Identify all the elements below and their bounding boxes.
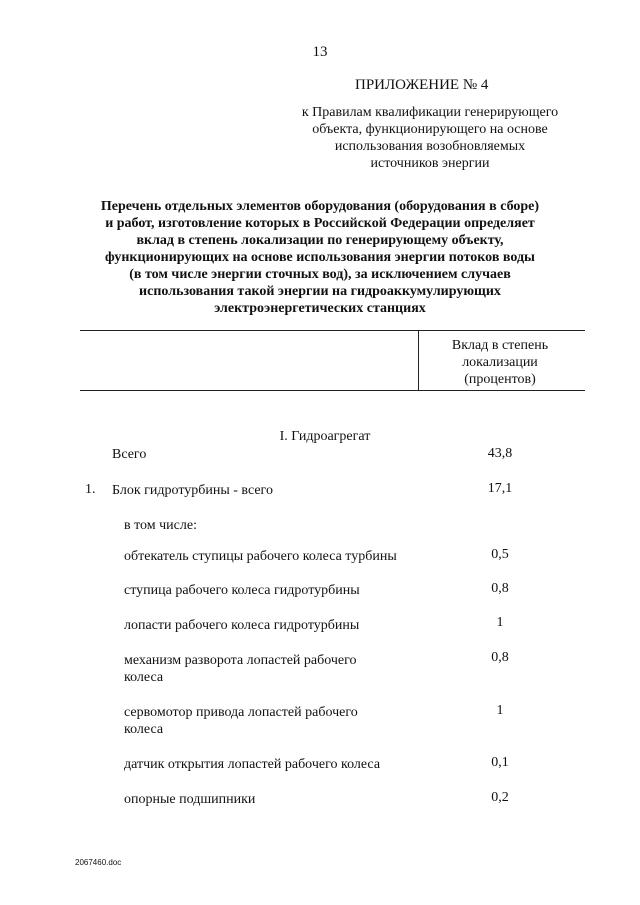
document-file-id: 2067460.doc bbox=[75, 858, 122, 867]
row-label-line: сервомотор привода лопастей рабочего bbox=[124, 705, 358, 720]
document-title bbox=[70, 198, 570, 317]
row-label-line: колеса bbox=[124, 722, 164, 737]
row-label-line: колеса bbox=[124, 670, 164, 685]
table-top-border bbox=[80, 330, 585, 331]
row-value: 0,8 bbox=[491, 581, 509, 596]
column-header-contribution bbox=[440, 337, 560, 388]
row-value: 0,2 bbox=[491, 790, 509, 805]
row-label-line: механизм разворота лопастей рабочего bbox=[124, 653, 357, 668]
page-number: 13 bbox=[312, 44, 328, 60]
column-header-line: (процентов) bbox=[464, 372, 536, 387]
row-value: 0,5 bbox=[491, 547, 509, 562]
title-line: (в том числе энергии сточных вод), за исключением случаев bbox=[129, 267, 511, 282]
row-value: 43,8 bbox=[487, 446, 513, 461]
row-value: 17,1 bbox=[487, 481, 513, 496]
title-line: электроэнергетических станциях bbox=[214, 301, 426, 316]
row-label bbox=[124, 652, 357, 686]
subtitle-line: к Правилам квалификации генерирующего bbox=[301, 105, 559, 120]
appendix-heading: ПРИЛОЖЕНИЕ № 4 bbox=[355, 77, 489, 93]
column-header-line: локализации bbox=[462, 355, 538, 370]
title-line: функционирующих на основе использования энергии потоков воды bbox=[105, 250, 535, 265]
row-value: 0,8 bbox=[491, 650, 509, 665]
title-line: Перечень отдельных элементов оборудования (оборудования в сборе) bbox=[100, 199, 540, 214]
row-value: 1 bbox=[496, 615, 504, 630]
title-line: вклад в степень локализации по генерирующему объекту, bbox=[136, 233, 504, 248]
row-label: Всего bbox=[112, 447, 147, 462]
appendix-subtitle bbox=[270, 104, 590, 172]
section-title: I. Гидроагрегат bbox=[279, 429, 371, 444]
row-label: Блок гидротурбины - всего bbox=[112, 483, 273, 498]
row-label: обтекатель ступицы рабочего колеса турбины bbox=[124, 549, 397, 564]
column-header-line: Вклад в степень bbox=[451, 338, 549, 353]
row-number: 1. bbox=[85, 482, 96, 497]
subtitle-line: использования возобновляемых bbox=[334, 139, 526, 154]
row-label bbox=[124, 704, 358, 738]
title-line: использования такой энергии на гидроаккумулирующих bbox=[139, 284, 501, 299]
subtitle-line: объекта, функционирующего на основе bbox=[312, 122, 548, 137]
row-value: 0,1 bbox=[491, 755, 509, 770]
row-label: в том числе: bbox=[124, 518, 197, 533]
row-label: датчик открытия лопастей рабочего колеса bbox=[124, 757, 381, 772]
subtitle-line: источников энергии bbox=[370, 156, 490, 171]
table-header-border bbox=[80, 390, 585, 391]
row-label: лопасти рабочего колеса гидротурбины bbox=[124, 618, 360, 633]
title-line: и работ, изготовление которых в Российской Федерации определяет bbox=[105, 216, 535, 231]
table-column-divider bbox=[418, 330, 419, 390]
row-label: опорные подшипники bbox=[124, 792, 256, 807]
row-value: 1 bbox=[496, 703, 504, 718]
row-label: ступица рабочего колеса гидротурбины bbox=[124, 583, 360, 598]
